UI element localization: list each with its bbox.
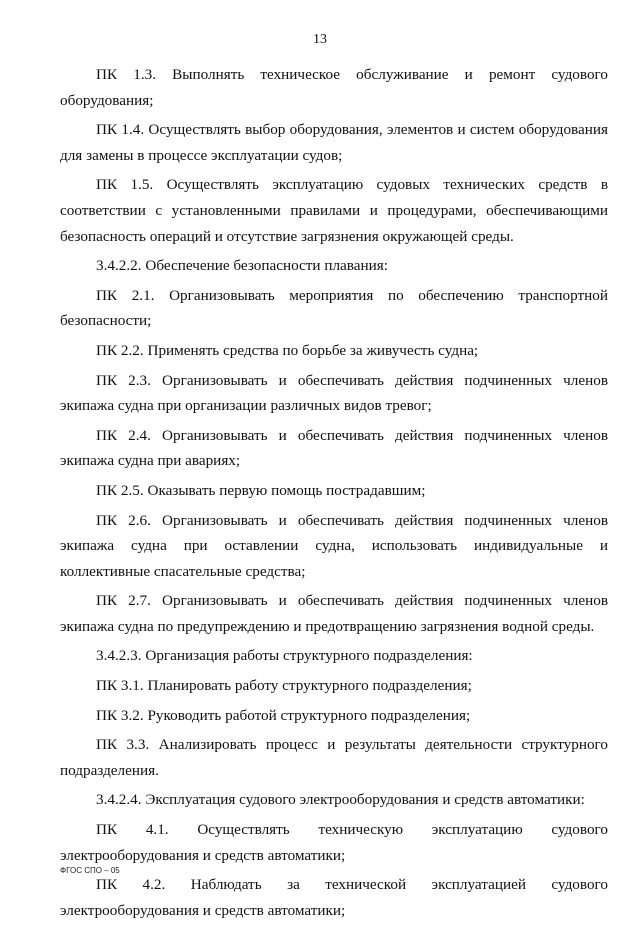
section-heading-3-4-2-2: 3.4.2.2. Обеспечение безопасности плавания:: [96, 257, 388, 275]
paragraph-pk-2-4: ПК 2.4. Организовывать и обеспечивать действия подчиненных членов экипажа судна при авариях;: [60, 426, 608, 470]
document-body: [60, 62, 608, 927]
paragraph-pk-1-4: ПК 1.4. Осуществлять выбор оборудования, элементов и систем оборудования для замены в процессе эксплуатации судов;: [60, 121, 608, 164]
paragraph-pk-4-1: ПК 4.1. Осуществлять техническую эксплуатацию судового электрооборудования и средств автоматики;: [60, 821, 608, 864]
paragraph-pk-2-7: ПК 2.7. Организовывать и обеспечивать действия подчиненных членов экипажа судна по предупреждению и предотвращению загрязнения водной среды.: [60, 592, 608, 635]
paragraph-pk-2-3: ПК 2.3. Организовывать и обеспечивать действия подчиненных членов экипажа судна при организации различных видов тревог;: [60, 371, 608, 415]
paragraph-pk-2-5: ПК 2.5. Оказывать первую помощь пострадавшим;: [96, 481, 426, 499]
paragraph-pk-3-3: ПК 3.3. Анализировать процесс и результаты деятельности структурного подразделения.: [60, 736, 608, 779]
paragraph-pk-2-1: ПК 2.1. Организовывать мероприятия по обеспечению транспортной безопасности;: [60, 286, 608, 330]
paragraph-pk-3-2: ПК 3.2. Руководить работой структурного подразделения;: [96, 706, 471, 724]
section-heading-3-4-2-3: 3.4.2.3. Организация работы структурного подразделения:: [96, 647, 473, 665]
page-number: 13: [313, 32, 327, 47]
section-heading-3-4-2-4: 3.4.2.4. Эксплуатация судового электрооборудования и средств автоматики:: [96, 791, 585, 809]
paragraph-pk-4-2: ПК 4.2. Наблюдать за технической эксплуатацией судового электрооборудования и средств автоматики;: [60, 876, 608, 919]
paragraph-pk-3-1: ПК 3.1. Планировать работу структурного подразделения;: [96, 677, 472, 695]
page-footer: ФГОС СПО – 05: [60, 866, 120, 875]
paragraph-pk-2-6: ПК 2.6. Организовывать и обеспечивать действия подчиненных членов экипажа судна при оставлении судна, использовать индивидуальные и коллективные спасательные средства;: [60, 511, 608, 580]
paragraph-pk-1-5: ПК 1.5. Осуществлять эксплуатацию судовых технических средств в соответствии с установленными правилами и процедурами, обеспечивающими безопасность операций и отсутствие загрязнения окружающей среды.: [60, 176, 608, 245]
paragraph-pk-2-2: ПК 2.2. Применять средства по борьбе за живучесть судна;: [96, 341, 479, 359]
paragraph-pk-1-3: ПК 1.3. Выполнять техническое обслуживание и ремонт судового оборудования;: [60, 66, 608, 109]
